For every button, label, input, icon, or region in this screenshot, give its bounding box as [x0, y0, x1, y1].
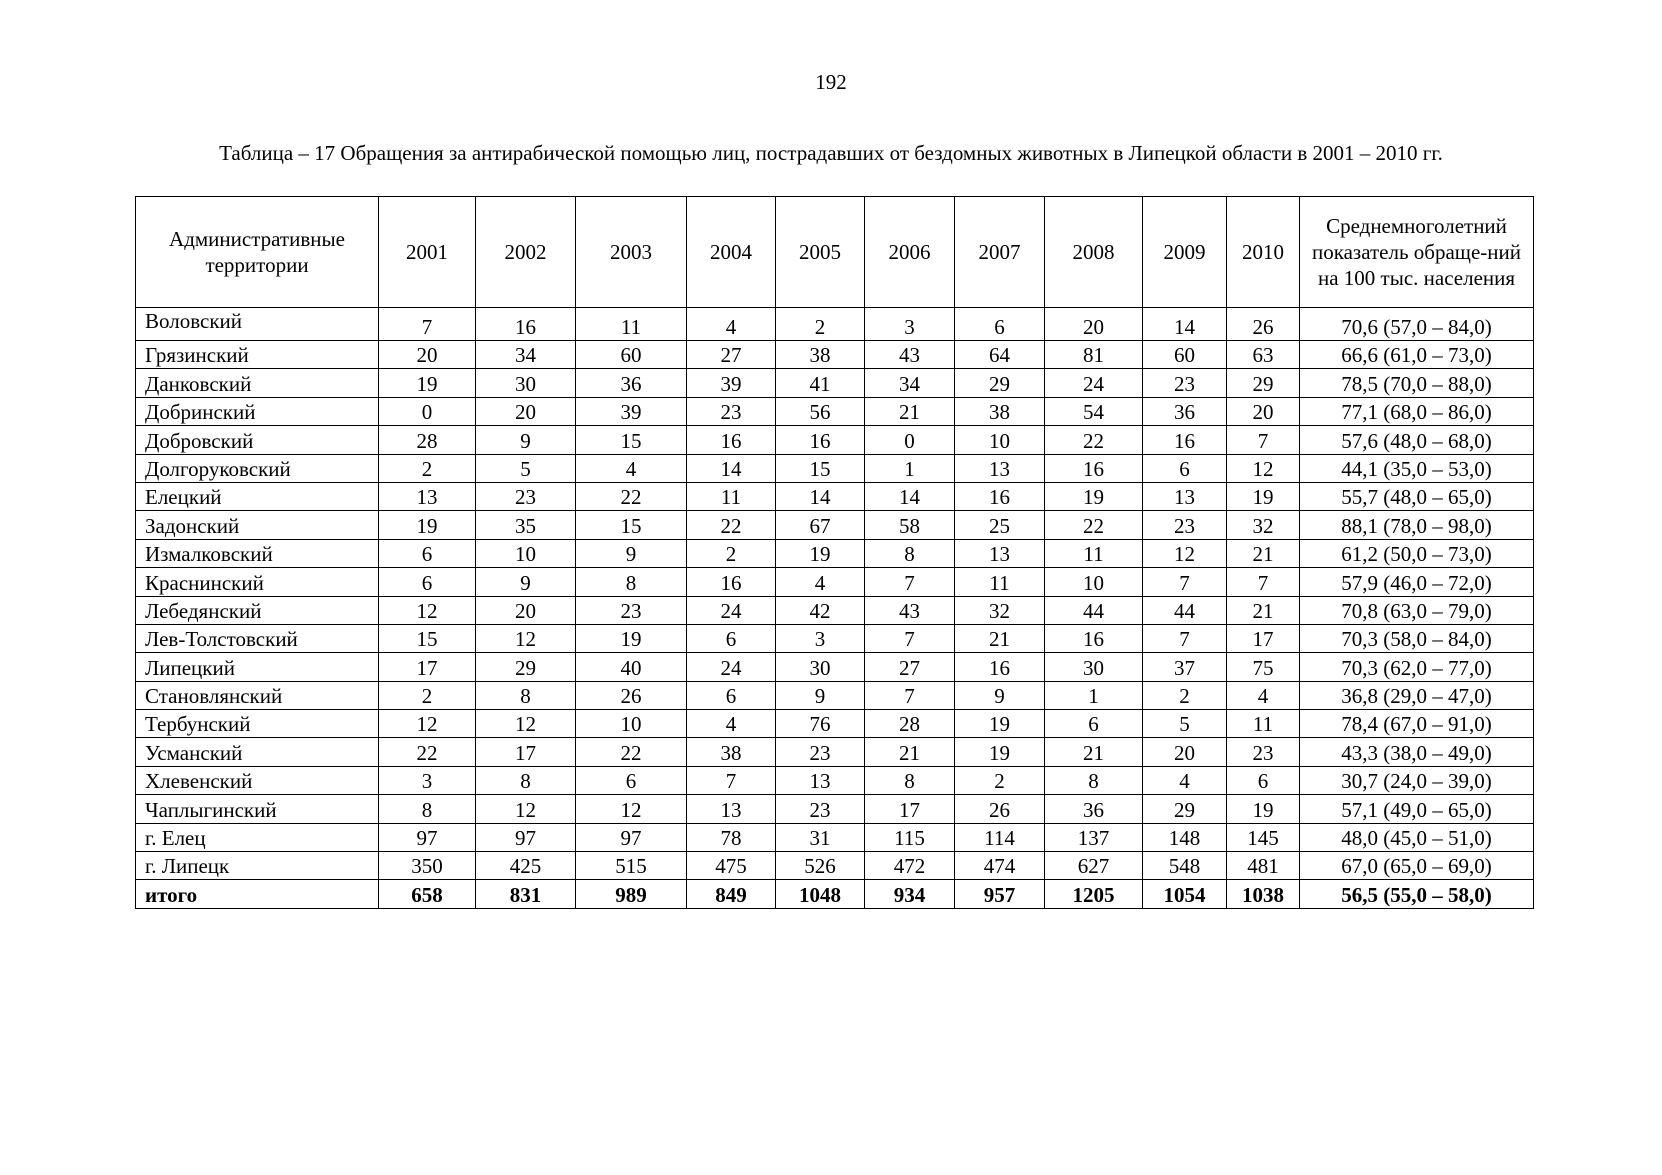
- year-value-cell: 26: [576, 681, 687, 709]
- header-year: 2002: [476, 197, 576, 308]
- year-value-cell: 20: [379, 341, 476, 369]
- year-value-cell: 12: [1227, 454, 1300, 482]
- year-value-cell: 19: [379, 369, 476, 397]
- year-value-cell: 17: [379, 653, 476, 681]
- territory-name: Становлянский: [136, 681, 379, 709]
- year-value-cell: 37: [1143, 653, 1227, 681]
- header-year: 2008: [1045, 197, 1143, 308]
- year-value-cell: 63: [1227, 341, 1300, 369]
- average-value-cell: 57,9 (46,0 – 72,0): [1300, 568, 1534, 596]
- year-value-cell: 19: [776, 539, 865, 567]
- header-year: 2006: [865, 197, 955, 308]
- territory-name: г. Липецк: [136, 852, 379, 880]
- year-value-cell: 30: [776, 653, 865, 681]
- year-value-cell: 16: [1143, 426, 1227, 454]
- year-value-cell: 6: [687, 681, 776, 709]
- average-value-cell: 78,5 (70,0 – 88,0): [1300, 369, 1534, 397]
- territory-name: Воловский: [136, 308, 379, 341]
- year-value-cell: 14: [865, 482, 955, 510]
- year-value-cell: 23: [576, 596, 687, 624]
- year-value-cell: 28: [865, 710, 955, 738]
- year-value-cell: 22: [576, 738, 687, 766]
- year-value-cell: 1: [1045, 681, 1143, 709]
- average-value-cell: 77,1 (68,0 – 86,0): [1300, 397, 1534, 425]
- year-value-cell: 474: [955, 852, 1045, 880]
- year-value-cell: 81: [1045, 341, 1143, 369]
- table-row: [136, 823, 1534, 851]
- year-value-cell: 1: [865, 454, 955, 482]
- year-value-cell: 7: [865, 624, 955, 652]
- year-value-cell: 350: [379, 852, 476, 880]
- year-value-cell: 16: [687, 426, 776, 454]
- table-row: [136, 568, 1534, 596]
- year-value-cell: 114: [955, 823, 1045, 851]
- year-value-cell: 8: [865, 766, 955, 794]
- year-value-cell: 9: [476, 568, 576, 596]
- year-value-cell: 40: [576, 653, 687, 681]
- territory-name: Усманский: [136, 738, 379, 766]
- year-value-cell: 7: [1227, 426, 1300, 454]
- average-value-cell: 70,8 (63,0 – 79,0): [1300, 596, 1534, 624]
- average-value-cell: 57,1 (49,0 – 65,0): [1300, 795, 1534, 823]
- year-value-cell: 11: [955, 568, 1045, 596]
- year-value-cell: 21: [865, 397, 955, 425]
- year-value-cell: 627: [1045, 852, 1143, 880]
- year-value-cell: 22: [379, 738, 476, 766]
- average-value-cell: 48,0 (45,0 – 51,0): [1300, 823, 1534, 851]
- year-value-cell: 526: [776, 852, 865, 880]
- year-value-cell: 34: [476, 341, 576, 369]
- year-value-cell: 14: [687, 454, 776, 482]
- year-value-cell: 12: [1143, 539, 1227, 567]
- table-row: [136, 738, 1534, 766]
- year-value-cell: 21: [955, 624, 1045, 652]
- table-row: [136, 539, 1534, 567]
- territory-name: Чаплыгинский: [136, 795, 379, 823]
- year-value-cell: 11: [1227, 710, 1300, 738]
- year-value-cell: 6: [1227, 766, 1300, 794]
- year-value-cell: 2: [776, 308, 865, 341]
- year-value-cell: 115: [865, 823, 955, 851]
- average-value-cell: 56,5 (55,0 – 58,0): [1300, 880, 1534, 908]
- year-value-cell: 8: [576, 568, 687, 596]
- header-year: 2004: [687, 197, 776, 308]
- year-value-cell: 38: [776, 341, 865, 369]
- year-value-cell: 9: [955, 681, 1045, 709]
- year-value-cell: 15: [776, 454, 865, 482]
- territory-name: Лев-Толстовский: [136, 624, 379, 652]
- territory-name: Липецкий: [136, 653, 379, 681]
- year-value-cell: 19: [1227, 482, 1300, 510]
- territory-name: Добринский: [136, 397, 379, 425]
- year-value-cell: 7: [1143, 568, 1227, 596]
- table-row: [136, 369, 1534, 397]
- year-value-cell: 43: [865, 596, 955, 624]
- year-value-cell: 31: [776, 823, 865, 851]
- year-value-cell: 989: [576, 880, 687, 908]
- average-value-cell: 70,3 (62,0 – 77,0): [1300, 653, 1534, 681]
- table-row: [136, 852, 1534, 880]
- year-value-cell: 23: [476, 482, 576, 510]
- year-value-cell: 20: [1045, 308, 1143, 341]
- territory-name: Добровский: [136, 426, 379, 454]
- year-value-cell: 35: [476, 511, 576, 539]
- year-value-cell: 0: [379, 397, 476, 425]
- year-value-cell: 25: [955, 511, 1045, 539]
- year-value-cell: 38: [687, 738, 776, 766]
- header-year: 2001: [379, 197, 476, 308]
- year-value-cell: 8: [476, 681, 576, 709]
- year-value-cell: 425: [476, 852, 576, 880]
- year-value-cell: 36: [1045, 795, 1143, 823]
- year-value-cell: 23: [776, 795, 865, 823]
- year-value-cell: 39: [576, 397, 687, 425]
- year-value-cell: 24: [1045, 369, 1143, 397]
- year-value-cell: 42: [776, 596, 865, 624]
- year-value-cell: 16: [776, 426, 865, 454]
- header-territory: Административные территории: [136, 197, 379, 308]
- average-value-cell: 70,6 (57,0 – 84,0): [1300, 308, 1534, 341]
- territory-name: Лебедянский: [136, 596, 379, 624]
- year-value-cell: 23: [1143, 369, 1227, 397]
- year-value-cell: 6: [576, 766, 687, 794]
- year-value-cell: 22: [1045, 426, 1143, 454]
- header-year: 2009: [1143, 197, 1227, 308]
- year-value-cell: 13: [955, 539, 1045, 567]
- year-value-cell: 19: [1227, 795, 1300, 823]
- year-value-cell: 14: [1143, 308, 1227, 341]
- year-value-cell: 11: [576, 308, 687, 341]
- territory-name: Долгоруковский: [136, 454, 379, 482]
- year-value-cell: 15: [576, 426, 687, 454]
- year-value-cell: 515: [576, 852, 687, 880]
- year-value-cell: 20: [1143, 738, 1227, 766]
- year-value-cell: 10: [1045, 568, 1143, 596]
- year-value-cell: 30: [476, 369, 576, 397]
- average-value-cell: 36,8 (29,0 – 47,0): [1300, 681, 1534, 709]
- average-value-cell: 67,0 (65,0 – 69,0): [1300, 852, 1534, 880]
- year-value-cell: 26: [955, 795, 1045, 823]
- table-caption: Таблица – 17 Обращения за антирабической помощью лиц, пострадавших от бездомных животных в Липецкой области в 2001 – 2010 гг.: [219, 141, 1443, 165]
- year-value-cell: 10: [476, 539, 576, 567]
- year-value-cell: 658: [379, 880, 476, 908]
- year-value-cell: 9: [576, 539, 687, 567]
- average-value-cell: 55,7 (48,0 – 65,0): [1300, 482, 1534, 510]
- header-year: 2010: [1227, 197, 1300, 308]
- year-value-cell: 12: [476, 624, 576, 652]
- year-value-cell: 16: [955, 653, 1045, 681]
- year-value-cell: 60: [1143, 341, 1227, 369]
- year-value-cell: 4: [576, 454, 687, 482]
- table-total-row: [136, 880, 1534, 908]
- year-value-cell: 29: [955, 369, 1045, 397]
- territory-name: Данковский: [136, 369, 379, 397]
- year-value-cell: 60: [576, 341, 687, 369]
- year-value-cell: 97: [379, 823, 476, 851]
- year-value-cell: 27: [687, 341, 776, 369]
- year-value-cell: 2: [955, 766, 1045, 794]
- year-value-cell: 38: [955, 397, 1045, 425]
- year-value-cell: 13: [776, 766, 865, 794]
- table-row: [136, 766, 1534, 794]
- year-value-cell: 36: [1143, 397, 1227, 425]
- average-value-cell: 30,7 (24,0 – 39,0): [1300, 766, 1534, 794]
- year-value-cell: 28: [379, 426, 476, 454]
- table-row: [136, 795, 1534, 823]
- year-value-cell: 16: [955, 482, 1045, 510]
- year-value-cell: 54: [1045, 397, 1143, 425]
- average-value-cell: 44,1 (35,0 – 53,0): [1300, 454, 1534, 482]
- year-value-cell: 76: [776, 710, 865, 738]
- average-value-cell: 66,6 (61,0 – 73,0): [1300, 341, 1534, 369]
- year-value-cell: 19: [955, 738, 1045, 766]
- year-value-cell: 21: [1045, 738, 1143, 766]
- year-value-cell: 12: [476, 710, 576, 738]
- table-row: [136, 426, 1534, 454]
- table-row: [136, 624, 1534, 652]
- average-value-cell: 88,1 (78,0 – 98,0): [1300, 511, 1534, 539]
- year-value-cell: 16: [476, 308, 576, 341]
- year-value-cell: 19: [576, 624, 687, 652]
- header-average: Среднемноголетний показатель обраще-ний на 100 тыс. населения: [1300, 197, 1534, 308]
- year-value-cell: 21: [1227, 596, 1300, 624]
- year-value-cell: 20: [1227, 397, 1300, 425]
- year-value-cell: 4: [1227, 681, 1300, 709]
- average-value-cell: 78,4 (67,0 – 91,0): [1300, 710, 1534, 738]
- year-value-cell: 16: [1045, 454, 1143, 482]
- year-value-cell: 17: [476, 738, 576, 766]
- year-value-cell: 3: [865, 308, 955, 341]
- year-value-cell: 12: [576, 795, 687, 823]
- year-value-cell: 2: [687, 539, 776, 567]
- year-value-cell: 4: [1143, 766, 1227, 794]
- year-value-cell: 22: [687, 511, 776, 539]
- territory-name: Измалковский: [136, 539, 379, 567]
- year-value-cell: 44: [1045, 596, 1143, 624]
- year-value-cell: 17: [865, 795, 955, 823]
- table-row: [136, 710, 1534, 738]
- year-value-cell: 957: [955, 880, 1045, 908]
- table-row: [136, 308, 1534, 341]
- table-row: [136, 397, 1534, 425]
- year-value-cell: 4: [776, 568, 865, 596]
- year-value-cell: 3: [776, 624, 865, 652]
- year-value-cell: 1038: [1227, 880, 1300, 908]
- year-value-cell: 29: [476, 653, 576, 681]
- territory-name: Тербунский: [136, 710, 379, 738]
- year-value-cell: 97: [476, 823, 576, 851]
- year-value-cell: 145: [1227, 823, 1300, 851]
- year-value-cell: 10: [955, 426, 1045, 454]
- header-year: 2003: [576, 197, 687, 308]
- year-value-cell: 97: [576, 823, 687, 851]
- year-value-cell: 22: [1045, 511, 1143, 539]
- year-value-cell: 6: [1143, 454, 1227, 482]
- year-value-cell: 6: [687, 624, 776, 652]
- year-value-cell: 32: [955, 596, 1045, 624]
- year-value-cell: 1048: [776, 880, 865, 908]
- year-value-cell: 20: [476, 397, 576, 425]
- year-value-cell: 7: [379, 308, 476, 341]
- year-value-cell: 13: [379, 482, 476, 510]
- average-value-cell: 70,3 (58,0 – 84,0): [1300, 624, 1534, 652]
- year-value-cell: 12: [379, 710, 476, 738]
- table-row: [136, 341, 1534, 369]
- year-value-cell: 849: [687, 880, 776, 908]
- header-year: 2007: [955, 197, 1045, 308]
- year-value-cell: 5: [476, 454, 576, 482]
- average-value-cell: 57,6 (48,0 – 68,0): [1300, 426, 1534, 454]
- year-value-cell: 11: [687, 482, 776, 510]
- year-value-cell: 6: [1045, 710, 1143, 738]
- year-value-cell: 64: [955, 341, 1045, 369]
- year-value-cell: 27: [865, 653, 955, 681]
- year-value-cell: 6: [379, 539, 476, 567]
- table-header-row: [136, 197, 1534, 308]
- year-value-cell: 36: [576, 369, 687, 397]
- year-value-cell: 13: [687, 795, 776, 823]
- year-value-cell: 6: [379, 568, 476, 596]
- year-value-cell: 3: [379, 766, 476, 794]
- year-value-cell: 12: [476, 795, 576, 823]
- year-value-cell: 56: [776, 397, 865, 425]
- territory-name: Краснинский: [136, 568, 379, 596]
- table-row: [136, 454, 1534, 482]
- year-value-cell: 1205: [1045, 880, 1143, 908]
- table-row: [136, 596, 1534, 624]
- year-value-cell: 7: [687, 766, 776, 794]
- table-row: [136, 653, 1534, 681]
- year-value-cell: 15: [576, 511, 687, 539]
- year-value-cell: 831: [476, 880, 576, 908]
- year-value-cell: 8: [865, 539, 955, 567]
- year-value-cell: 13: [955, 454, 1045, 482]
- year-value-cell: 10: [576, 710, 687, 738]
- year-value-cell: 1054: [1143, 880, 1227, 908]
- year-value-cell: 548: [1143, 852, 1227, 880]
- year-value-cell: 472: [865, 852, 955, 880]
- year-value-cell: 4: [687, 710, 776, 738]
- year-value-cell: 8: [379, 795, 476, 823]
- table-row: [136, 681, 1534, 709]
- year-value-cell: 30: [1045, 653, 1143, 681]
- year-value-cell: 58: [865, 511, 955, 539]
- year-value-cell: 17: [1227, 624, 1300, 652]
- year-value-cell: 21: [1227, 539, 1300, 567]
- year-value-cell: 23: [687, 397, 776, 425]
- year-value-cell: 7: [1227, 568, 1300, 596]
- table-row: [136, 482, 1534, 510]
- average-value-cell: 43,3 (38,0 – 49,0): [1300, 738, 1534, 766]
- year-value-cell: 19: [379, 511, 476, 539]
- year-value-cell: 24: [687, 596, 776, 624]
- year-value-cell: 23: [776, 738, 865, 766]
- year-value-cell: 8: [476, 766, 576, 794]
- year-value-cell: 23: [1227, 738, 1300, 766]
- year-value-cell: 7: [865, 681, 955, 709]
- year-value-cell: 39: [687, 369, 776, 397]
- year-value-cell: 6: [955, 308, 1045, 341]
- year-value-cell: 2: [379, 454, 476, 482]
- header-year: 2005: [776, 197, 865, 308]
- year-value-cell: 41: [776, 369, 865, 397]
- year-value-cell: 26: [1227, 308, 1300, 341]
- year-value-cell: 2: [1143, 681, 1227, 709]
- year-value-cell: 44: [1143, 596, 1227, 624]
- year-value-cell: 78: [687, 823, 776, 851]
- year-value-cell: 16: [687, 568, 776, 596]
- year-value-cell: 2: [379, 681, 476, 709]
- year-value-cell: 481: [1227, 852, 1300, 880]
- year-value-cell: 43: [865, 341, 955, 369]
- year-value-cell: 5: [1143, 710, 1227, 738]
- year-value-cell: 16: [1045, 624, 1143, 652]
- year-value-cell: 15: [379, 624, 476, 652]
- year-value-cell: 22: [576, 482, 687, 510]
- year-value-cell: 34: [865, 369, 955, 397]
- year-value-cell: 19: [1045, 482, 1143, 510]
- year-value-cell: 19: [955, 710, 1045, 738]
- year-value-cell: 7: [1143, 624, 1227, 652]
- year-value-cell: 14: [776, 482, 865, 510]
- year-value-cell: 24: [687, 653, 776, 681]
- year-value-cell: 148: [1143, 823, 1227, 851]
- year-value-cell: 934: [865, 880, 955, 908]
- year-value-cell: 9: [476, 426, 576, 454]
- year-value-cell: 4: [687, 308, 776, 341]
- year-value-cell: 23: [1143, 511, 1227, 539]
- year-value-cell: 29: [1143, 795, 1227, 823]
- year-value-cell: 21: [865, 738, 955, 766]
- year-value-cell: 32: [1227, 511, 1300, 539]
- year-value-cell: 12: [379, 596, 476, 624]
- year-value-cell: 0: [865, 426, 955, 454]
- year-value-cell: 67: [776, 511, 865, 539]
- territory-name: Грязинский: [136, 341, 379, 369]
- table-row: [136, 511, 1534, 539]
- territory-name: итого: [136, 880, 379, 908]
- data-table: [135, 196, 1534, 909]
- territory-name: Хлевенский: [136, 766, 379, 794]
- territory-name: Задонский: [136, 511, 379, 539]
- year-value-cell: 8: [1045, 766, 1143, 794]
- year-value-cell: 29: [1227, 369, 1300, 397]
- year-value-cell: 75: [1227, 653, 1300, 681]
- year-value-cell: 13: [1143, 482, 1227, 510]
- year-value-cell: 7: [865, 568, 955, 596]
- year-value-cell: 475: [687, 852, 776, 880]
- year-value-cell: 137: [1045, 823, 1143, 851]
- page-number: 192: [815, 70, 847, 94]
- year-value-cell: 20: [476, 596, 576, 624]
- territory-name: Елецкий: [136, 482, 379, 510]
- average-value-cell: 61,2 (50,0 – 73,0): [1300, 539, 1534, 567]
- year-value-cell: 9: [776, 681, 865, 709]
- territory-name: г. Елец: [136, 823, 379, 851]
- year-value-cell: 11: [1045, 539, 1143, 567]
